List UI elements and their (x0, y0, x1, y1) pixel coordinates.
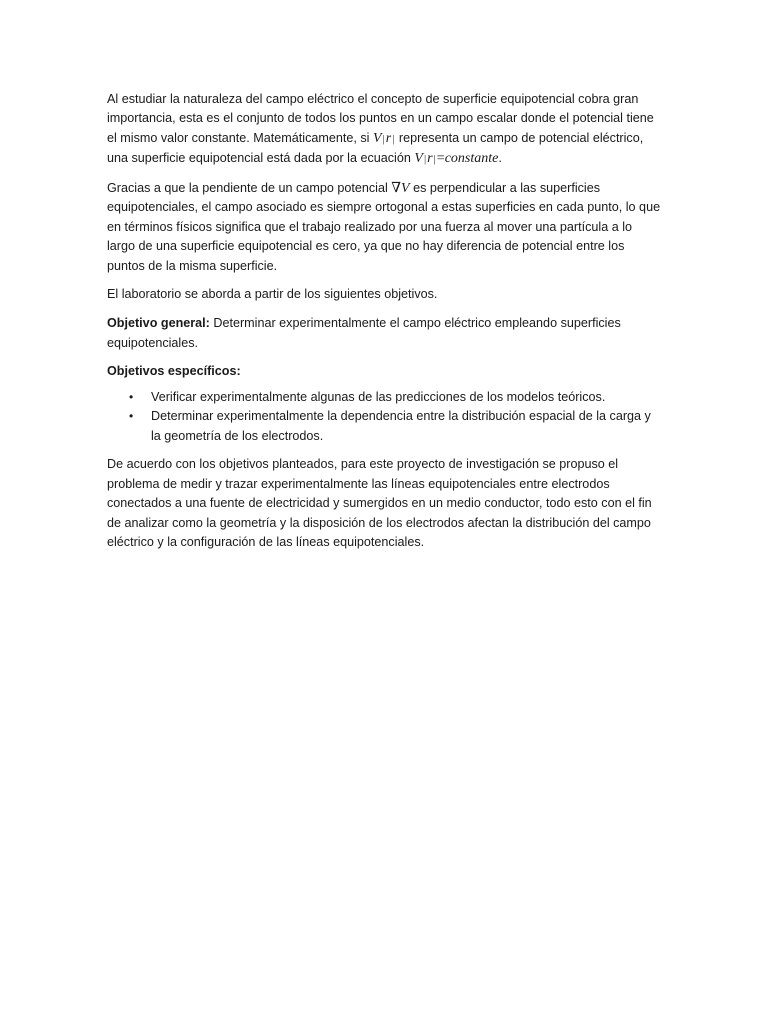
specific-objectives-list (107, 388, 663, 446)
p1-text-b: representa un campo de potencial eléctrico, una superficie equipotencial está dada por la ecuación (107, 130, 644, 166)
general-objective-text: Determinar experimentalmente el campo eléctrico empleando superficies equipotenciales. (107, 316, 621, 350)
math-equation-constant: V|r|=constante (414, 151, 499, 167)
p1-text-a: Al estudiar la naturaleza del campo eléctrico el concepto de superficie equipotencial cobra gran importancia, esta es el conjunto de todos los puntos en un campo escalar donde el potencial tiene el mismo valor constante. Matemáticamente, si (107, 92, 654, 145)
specific-objectives-heading: Objetivos específicos: (107, 364, 241, 379)
list-item: • Determinar experimentalmente la dependencia entre la distribución espacial de la carga y la geometría de los electrodos. (129, 409, 651, 443)
general-objective-label: Objetivo general: (107, 316, 210, 331)
paragraph-general-objective (107, 314, 663, 353)
document-page (107, 90, 663, 562)
bullet-icon: • (129, 389, 134, 404)
paragraph-equipotential-definition (107, 90, 663, 170)
bullet-icon: • (129, 409, 134, 424)
list-item: • Verificar experimentalmente algunas de las predicciones de los modelos teóricos. (107, 388, 663, 407)
p1-text-c: . (498, 151, 502, 166)
p2-text-b: es perpendicular a las superficies equipotenciales, el campo asociado es siempre ortogonal a estas superficies en cada punto, lo que en términos físicos significa que el trabajo realizado por una fuerza al mover una partícula a lo largo de una superficie equipotencial es cero, ya que no hay diferencia de potencial entre los puntos de la misma superficie. (107, 181, 661, 273)
math-v: V (401, 181, 410, 197)
nabla-symbol: ∇ (391, 180, 402, 197)
paragraph-lab-intro: El laboratorio se aborda a partir de los siguientes objetivos. (107, 287, 438, 302)
paragraph-gradient (107, 179, 663, 276)
math-v-of-r: V|r| (372, 130, 395, 146)
paragraph-project-description: De acuerdo con los objetivos planteados, para este proyecto de investigación se propuso el problema de medir y trazar experimentalmente las líneas equipotenciales entre electrodos conectados a una fuente de electricidad y sumergidos en un medio conductor, todo esto con el fin de analizar como la geometría y la disposición de los electrodos afectan la distribución del campo eléctrico y la configuración de las líneas equipotenciales. (107, 457, 652, 550)
p2-text-a: Gracias a que la pendiente de un campo potencial (107, 181, 392, 196)
